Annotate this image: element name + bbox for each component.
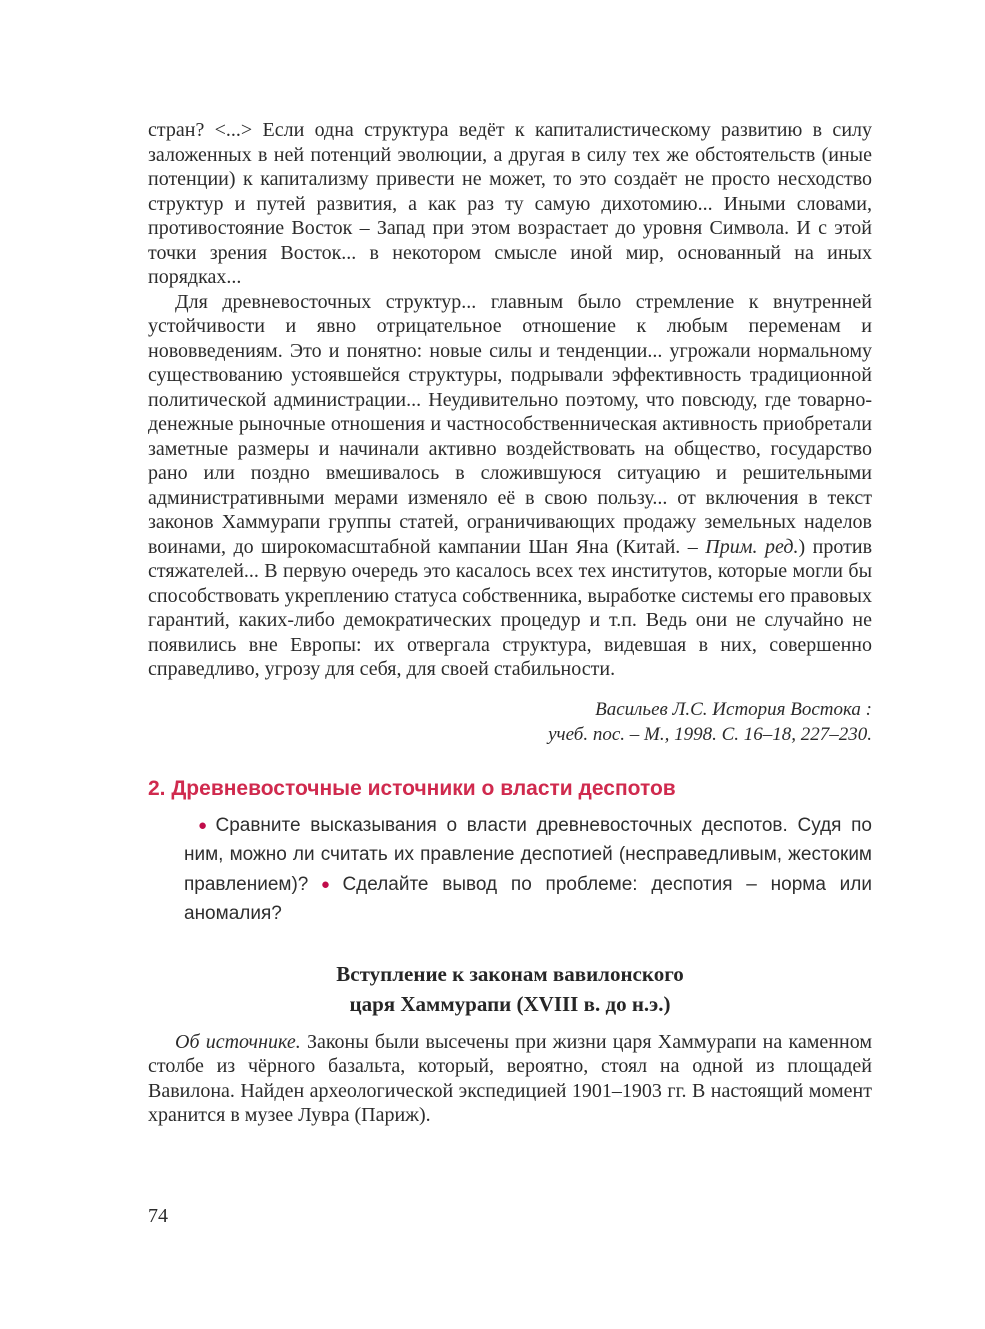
document-title-line-1: Вступление к законам вавилонского	[336, 961, 684, 986]
bullet-icon: ●	[312, 875, 339, 893]
excerpt-paragraph-2-text-cont: ) против стяжателей... В первую очередь это касалось всех тех институтов, которые могли бы способствовать укреплению статуса собственника, выработке системы его правовых гарантий, каких-либо демократических процедур и т.п. Ведь они не случайно не появились вне Европы: их отвергала структура, видевшая в них, совершенно справедливо, угрозу для себя, для своей стабильности.	[148, 535, 873, 680]
task-text-1: Сравните высказывания о власти древневосточных деспотов. Судя по ним, можно ли считать их правление деспотией (несправедливым, жестоким правлением)?	[184, 814, 873, 895]
bullet-icon: ●	[198, 816, 212, 834]
section-heading: 2. Древневосточные источники о власти деспотов	[148, 776, 676, 800]
document-title	[148, 959, 872, 1019]
about-source-label: Об источнике.	[175, 1030, 301, 1053]
page-number: 74	[148, 1205, 168, 1227]
excerpt-paragraph-1: стран? <...> Если одна структура ведёт к капиталистическому развитию в силу заложенных в ней потенций эволюции, а другая в силу тех же обстоятельств (иные потенции) к капитализму привести не может, то это создаёт не просто несходство структур и путей развития, а как раз ту самую дихотомию... Иными словами, противостояние Восток – Запад при этом возрастает до уровня Символа. И с этой точки зрения Восток... в некотором смысле иной мир, основанный на иных порядках...	[148, 119, 872, 288]
editor-note: Прим. ред.	[705, 535, 799, 558]
document-title-line-2: царя Хаммурапи (XVIII в. до н.э.)	[349, 991, 671, 1016]
about-source-text: Законы были высечены при жизни царя Хаммурапи на каменном столбе из чёрного базальта, который, вероятно, стоял на одной из площадей Вавилона. Найден археологической экспедицией 1901–1903 гг. В настоящий момент хранится в музее Лувра (Париж).	[148, 1030, 872, 1126]
citation-line-1: Васильев Л.С. История Востока :	[595, 698, 872, 720]
source-citation	[148, 697, 872, 747]
task-paragraph	[184, 811, 872, 929]
excerpt-paragraph-2-text: Для древневосточных структур... главным было стремление к внутренней устойчивости и явно отрицательное отношение к любым переменам и нововведениям. Это и понятно: новые силы и тенденции... угрожали нормальному существованию устоявшейся структуры, подрывали эффективность традиционной политической администрации... Неудивительно поэтому, что повсюду, где товарно-денежные рыночные отношения и частнособственническая активность приобретали заметные размеры и начинали активно воздействовать на общество, государство рано или поздно вмешивалось в сложившуюся ситуацию и решительными административными мерами изменяло её в свою пользу... от включения в текст законов Хаммурапи группы статей, ограничивающих продажу земельных наделов воинами, до широкомасштабной кампании Шан Яна (Китай. –	[148, 290, 872, 558]
excerpt-paragraph-2	[148, 290, 872, 682]
task-text-2: Сделайте вывод по проблеме: деспотия – норма или аномалия?	[184, 873, 872, 924]
citation-line-2: учеб. пос. – М., 1998. С. 16–18, 227–230.	[548, 723, 872, 745]
about-source-paragraph	[148, 1030, 872, 1128]
